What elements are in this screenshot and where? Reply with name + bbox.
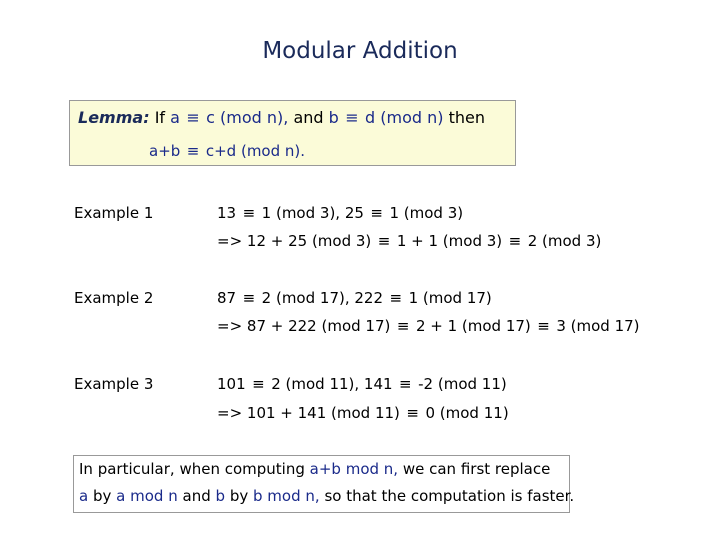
lemma-box bbox=[69, 100, 516, 166]
example-2-line-1 bbox=[217, 289, 492, 307]
example-2-line-2 bbox=[217, 317, 640, 335]
example-1-line-2 bbox=[217, 232, 601, 250]
equiv-symbol: ≡ bbox=[396, 317, 410, 335]
lemma-rhs: c+d (mod n). bbox=[205, 142, 306, 160]
lemma-line-1 bbox=[78, 108, 485, 127]
ex3-l1-b: 2 (mod 11), 141 bbox=[271, 375, 393, 393]
summary-highlight: a+b mod n, bbox=[309, 460, 399, 478]
lemma-if: If bbox=[154, 108, 166, 127]
lemma-lhs: a+b bbox=[149, 142, 181, 160]
equiv-symbol: ≡ bbox=[242, 204, 256, 222]
ex1-l1-c: 1 (mod 3) bbox=[389, 204, 464, 222]
equiv-symbol: ≡ bbox=[399, 375, 412, 393]
equiv-symbol: ≡ bbox=[345, 108, 359, 127]
ex2-l1-b: 2 (mod 17), 222 bbox=[261, 289, 384, 307]
ex1-l2-b: 1 + 1 (mod 3) bbox=[396, 232, 503, 250]
equiv-symbol: ≡ bbox=[377, 232, 391, 250]
example-3-line-2 bbox=[217, 404, 509, 422]
ex1-l1-b: 1 (mod 3), 25 bbox=[261, 204, 364, 222]
summary-text: so that the computation is faster. bbox=[324, 487, 575, 505]
example-2-label: Example 2 bbox=[74, 289, 154, 307]
page-title: Modular Addition bbox=[262, 38, 458, 64]
equiv-symbol: ≡ bbox=[370, 204, 383, 222]
equiv-symbol: ≡ bbox=[186, 108, 200, 127]
summary-highlight: a mod n bbox=[116, 487, 178, 505]
summary-text: and bbox=[182, 487, 211, 505]
ex3-l2-a: => 101 + 141 (mod 11) bbox=[217, 404, 400, 422]
ex1-l1-a: 13 bbox=[217, 204, 237, 222]
equiv-symbol: ≡ bbox=[508, 232, 522, 250]
ex3-l2-b: 0 (mod 11) bbox=[425, 404, 509, 422]
ex2-l2-b: 2 + 1 (mod 17) bbox=[415, 317, 531, 335]
summary-line-2 bbox=[79, 487, 574, 505]
equiv-symbol: ≡ bbox=[406, 404, 419, 422]
equiv-symbol: ≡ bbox=[242, 289, 256, 307]
lemma-line-2 bbox=[149, 142, 305, 160]
equiv-symbol: ≡ bbox=[252, 375, 265, 393]
lemma-b: b bbox=[328, 108, 339, 127]
summary-text: we can first replace bbox=[402, 460, 551, 478]
equiv-symbol: ≡ bbox=[389, 289, 403, 307]
lemma-and: and bbox=[293, 108, 324, 127]
lemma-then: then bbox=[448, 108, 485, 127]
summary-text: by bbox=[229, 487, 249, 505]
summary-box bbox=[73, 455, 575, 513]
example-1-line-1 bbox=[217, 204, 463, 222]
ex2-l2-c: 3 (mod 17) bbox=[556, 317, 640, 335]
ex1-l2-a: => 12 + 25 (mod 3) bbox=[217, 232, 372, 250]
summary-highlight: b mod n, bbox=[253, 487, 320, 505]
lemma-d: d (mod n) bbox=[365, 108, 444, 127]
equiv-symbol: ≡ bbox=[537, 317, 550, 335]
lemma-c: c (mod n), bbox=[206, 108, 289, 127]
summary-text: by bbox=[92, 487, 112, 505]
ex2-l1-c: 1 (mod 17) bbox=[408, 289, 492, 307]
summary-text: In particular, when computing bbox=[79, 460, 305, 478]
lemma-a: a bbox=[170, 108, 180, 127]
ex3-l1-c: -2 (mod 11) bbox=[418, 375, 507, 393]
lemma-label: Lemma: bbox=[78, 108, 150, 127]
equiv-symbol: ≡ bbox=[186, 142, 200, 160]
ex2-l2-a: => 87 + 222 (mod 17) bbox=[217, 317, 391, 335]
summary-highlight: a bbox=[79, 487, 89, 505]
summary-line-1 bbox=[79, 460, 550, 478]
example-3-line-1 bbox=[217, 375, 507, 393]
ex2-l1-a: 87 bbox=[217, 289, 237, 307]
example-1-label: Example 1 bbox=[74, 204, 154, 222]
ex1-l2-c: 2 (mod 3) bbox=[527, 232, 602, 250]
example-3-label: Example 3 bbox=[74, 375, 154, 393]
summary-highlight: b bbox=[215, 487, 226, 505]
ex3-l1-a: 101 bbox=[217, 375, 246, 393]
